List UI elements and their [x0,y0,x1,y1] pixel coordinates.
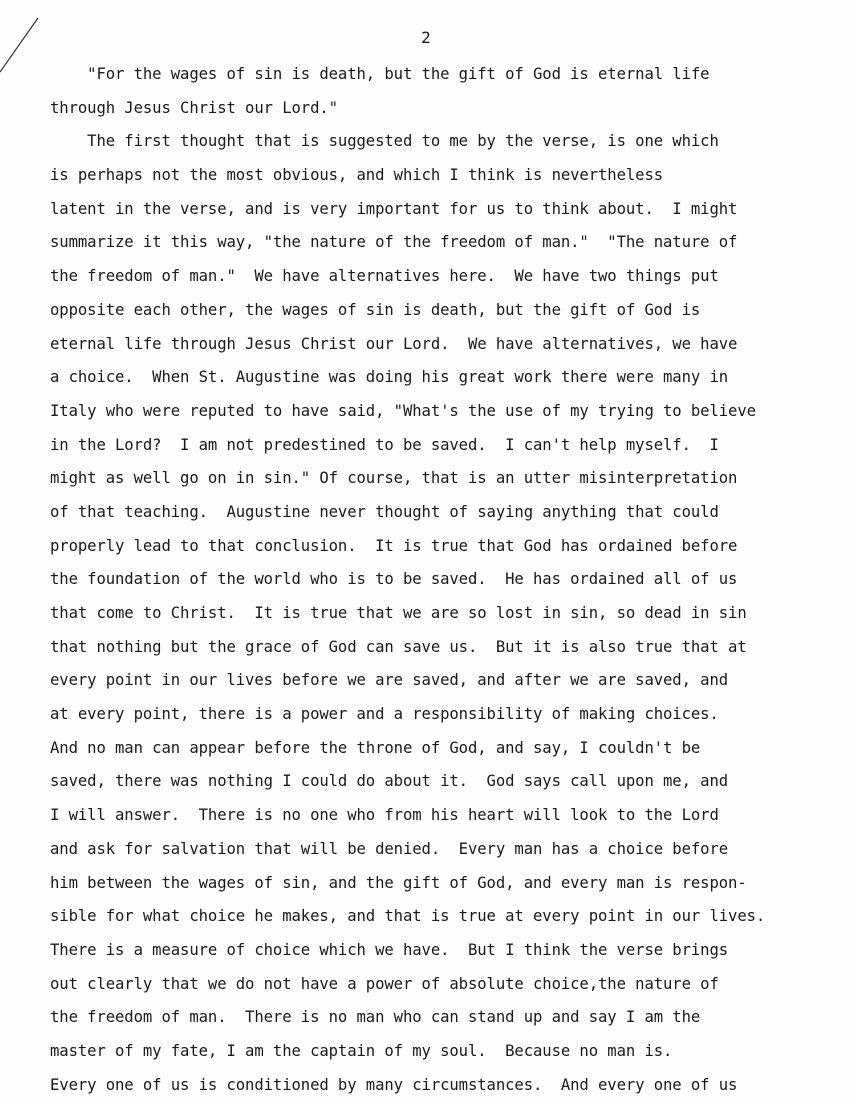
text-line: "For the wages of sin is death, but the gift of God is eternal life [50,65,710,83]
text-line: properly lead to that conclusion. It is true that God has ordained before [50,536,738,555]
text-line: that nothing but the grace of God can save us. But it is also true that at [50,637,747,656]
text-line: sible for what choice he makes, and that is true at every point in our lives. [50,907,766,926]
text-line: at every point, there is a power and a responsibility of making choices. [50,705,719,724]
text-line: in the Lord? I am not predestined to be saved. I can't help myself. I [50,435,719,454]
text-line: through Jesus Christ our Lord." [50,98,338,117]
page-number: 2 [421,28,431,47]
text-line: opposite each other, the wages of sin is death, but the gift of God is [50,300,701,319]
text-line: the freedom of man. There is no man who can stand up and say I am the [50,1008,701,1027]
text-line: a choice. When St. Augustine was doing his great work there were many in [50,368,729,387]
text-line: of that teaching. Augustine never thought of saying anything that could [50,502,719,521]
text-line: the foundation of the world who is to be saved. He has ordained all of us [50,570,738,589]
text-line: latent in the verse, and is very important for us to think about. I might [50,199,738,218]
text-line: the freedom of man." We have alternatives here. We have two things put [50,267,719,286]
text-line: might as well go on in sin." Of course, that is an utter misinterpretation [50,469,738,488]
text-line: and ask for salvation that will be denied. Every man has a choice before [50,839,729,858]
text-line: out clearly that we do not have a power of absolute choice,the nature of [50,974,719,993]
text-line: I will answer. There is no one who from his heart will look to the Lord [50,806,719,825]
text-line: summarize it this way, "the nature of the freedom of man." "The nature of [50,233,738,252]
text-line: There is a measure of choice which we have. But I think the verse brings [50,940,729,959]
text-line: Every one of us is conditioned by many circumstances. And every one of us [50,1075,738,1094]
text-line: him between the wages of sin, and the gift of God, and every man is respon- [50,873,747,892]
text-line: that come to Christ. It is true that we are so lost in sin, so dead in sin [50,604,747,622]
text-line: eternal life through Jesus Christ our Lord. We have alternatives, we have [50,334,738,353]
text-line: And no man can appear before the throne of God, and say, I couldn't be [50,738,701,757]
text-line: The first thought that is suggested to me by the verse, is one which [50,132,719,151]
text-line: every point in our lives before we are saved, and after we are saved, and [50,671,729,690]
text-line: Italy who were reputed to have said, "What's the use of my trying to believe [50,401,756,420]
text-line: is perhaps not the most obvious, and which I think is nevertheless [50,166,664,185]
text-line: master of my fate, I am the captain of my soul. Because no man is. [50,1041,673,1060]
text-line: saved, there was nothing I could do about it. God says call upon me, and [50,772,729,791]
body-text [50,58,840,1101]
